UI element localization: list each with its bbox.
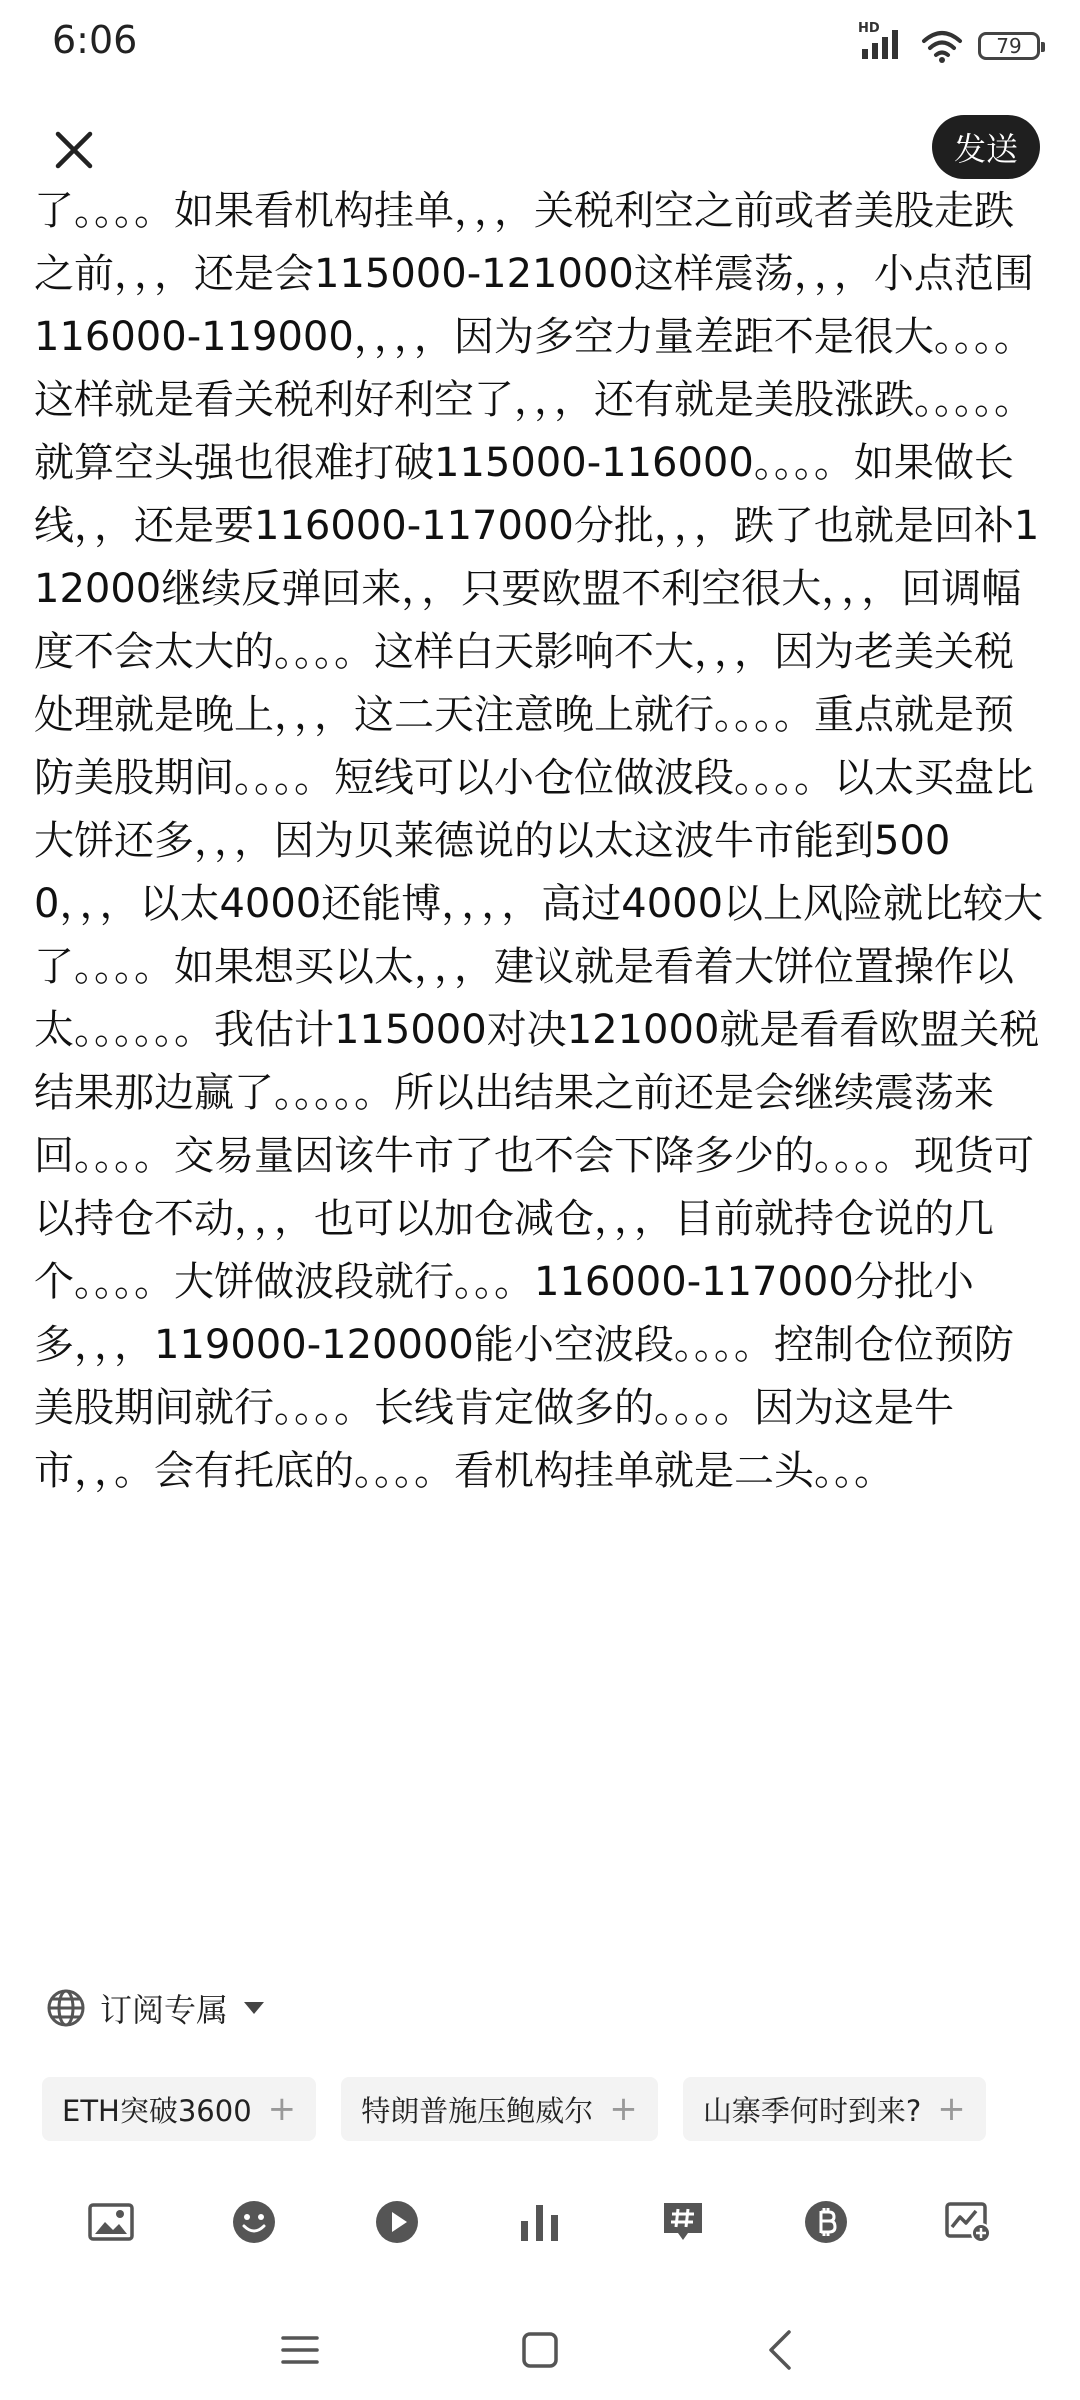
send-button[interactable]: 发送 bbox=[932, 115, 1040, 179]
hashtag-icon bbox=[660, 2199, 706, 2245]
visibility-selector[interactable] bbox=[46, 1985, 264, 2031]
wifi-icon bbox=[920, 29, 964, 63]
topic-tag[interactable] bbox=[683, 2077, 986, 2141]
system-nav-bar bbox=[0, 2300, 1080, 2400]
insert-image-button[interactable] bbox=[81, 2192, 141, 2252]
bar-chart-icon bbox=[517, 2201, 563, 2243]
topic-tag-label: 山寨季何时到来? bbox=[702, 2093, 922, 2128]
poll-button[interactable] bbox=[510, 2192, 570, 2252]
hashtag-button[interactable] bbox=[653, 2192, 713, 2252]
add-icon: + bbox=[937, 2089, 966, 2129]
menu-icon bbox=[280, 2333, 320, 2367]
add-icon: + bbox=[609, 2089, 638, 2129]
battery-indicator: 79 bbox=[978, 32, 1040, 60]
image-icon bbox=[87, 2202, 135, 2242]
bitcoin-icon bbox=[803, 2199, 849, 2245]
topic-tag-label: ETH突破3600 bbox=[62, 2093, 252, 2128]
coin-button[interactable] bbox=[796, 2192, 856, 2252]
nav-back-button[interactable] bbox=[750, 2320, 810, 2380]
status-icons bbox=[858, 21, 1040, 68]
post-editor[interactable] bbox=[0, 190, 1080, 1850]
network-type-label: HD bbox=[858, 21, 880, 36]
compose-toolbar bbox=[0, 2182, 1080, 2262]
dropdown-arrow-icon bbox=[244, 2002, 264, 2014]
home-square-icon bbox=[520, 2330, 560, 2370]
visibility-label: 订阅专属 bbox=[100, 1991, 229, 2029]
emoji-button[interactable] bbox=[224, 2192, 284, 2252]
nav-menu-button[interactable] bbox=[270, 2320, 330, 2380]
post-body-text[interactable]: 了。。。。如果看机构挂单，，，关税利空之前或者美股走跌之前，，，还是会115000-121000这样震荡，，，小点范围116000-119000，，，，因为多空力量差距不是很大。。。。这样就是看关税利好利空了，，，还有就是美股涨跌。。。。。就算空头强也很难打破115000-116000。。。。如果做长线，，还是要116000-117000分批，，，跌了也就是回补112000继续反弹回来，，只要欧盟不利空很大，，，回调幅度不会太大的。。。。这样白天影响不大，，，因为老美关税处理就是晚上，，，这二天注意晚上就行。。。。重点就是预防美股期间。。。。短线可以小仓位做波段。。。。以太买盘比大饼还多，，，因为贝莱德说的以太这波牛市能到5000，，，以太4000还能博，，，，高过4000以上风险就比较大了。。。。如果想买以太，，，建议就是看着大饼位置操作以太。。。。。。我估计115000对决121000就是看看欧盟关税结果那边赢了。。。。。所以出结果之前还是会继续震荡来回。。。。交易量因该牛市了也不会下降多少的。。。。现货可以持仓不动，，，也可以加仓减仓，，，目前就持仓说的几个。。。。大饼做波段就行。。。116000-117000分批小多，，，119000-120000能小空波段。。。。控制仓位预防美股期间就行。。。。长线肯定做多的。。。。因为这是牛市，，。会有托底的。。。。看机构挂单就是二头。。。 bbox=[34, 190, 1044, 1494]
nav-home-button[interactable] bbox=[510, 2320, 570, 2380]
trade-chart-icon bbox=[944, 2201, 992, 2243]
video-play-icon bbox=[374, 2199, 420, 2245]
status-bar bbox=[0, 0, 1080, 90]
signal-icon bbox=[858, 21, 906, 65]
add-icon: + bbox=[267, 2089, 297, 2129]
topic-tag[interactable] bbox=[42, 2077, 316, 2141]
topic-tag-label: 特朗普施压鲍威尔 bbox=[361, 2093, 594, 2128]
emoji-icon bbox=[231, 2199, 277, 2245]
globe-icon bbox=[46, 1988, 86, 2028]
close-icon bbox=[54, 130, 94, 170]
trade-chart-button[interactable] bbox=[938, 2192, 998, 2252]
close-button[interactable] bbox=[44, 120, 104, 180]
topic-tag[interactable] bbox=[341, 2077, 658, 2141]
video-button[interactable] bbox=[367, 2192, 427, 2252]
back-chevron-icon bbox=[765, 2328, 795, 2372]
status-time: 6:06 bbox=[52, 18, 138, 62]
topic-tags bbox=[42, 2077, 1080, 2141]
